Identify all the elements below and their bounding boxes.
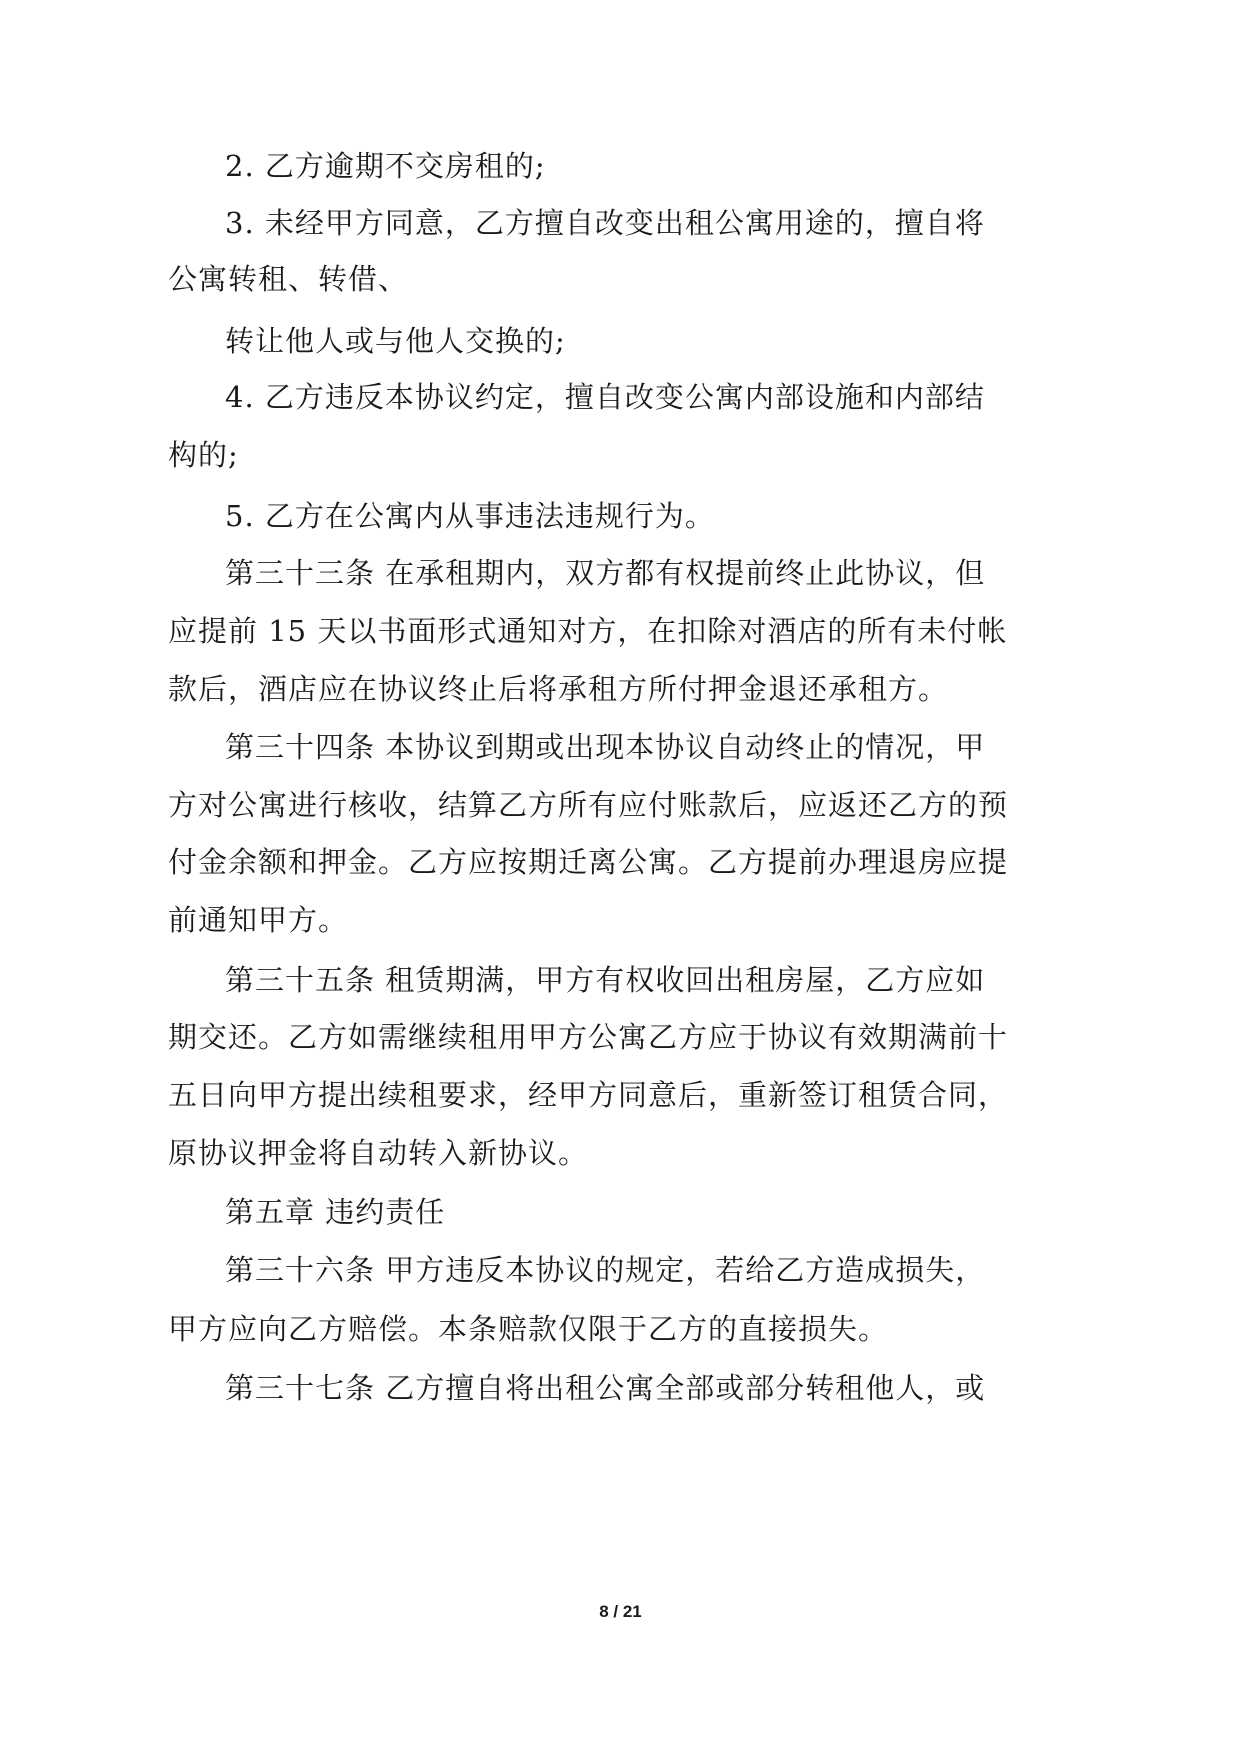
text-line-9: 应提前 15 天以书面形式通知对方，在扣除对酒店的所有未付帐 [168, 614, 1008, 648]
text-line-3: 公寓转租、转借、 [168, 262, 409, 296]
text-line-16: 期交还。乙方如需继续租用甲方公寓乙方应于协议有效期满前十 [168, 1020, 1009, 1054]
text-line-17: 五日向甲方提出续租要求，经甲方同意后，重新签订租赁合同， [168, 1078, 1009, 1112]
page-number: 8 / 21 [599, 1602, 642, 1621]
text-line-15: 第三十五条 租赁期满，甲方有权收回出租房屋，乙方应如 [225, 963, 986, 997]
text-line-13: 付金余额和押金。乙方应按期迁离公寓。乙方提前办理退房应提 [168, 845, 1009, 879]
text-line-10: 款后，酒店应在协议终止后将承租方所付押金退还承租方。 [168, 672, 949, 706]
text-line-7: 5. 乙方在公寓内从事违法违规行为。 [225, 499, 715, 533]
text-line-11: 第三十四条 本协议到期或出现本协议自动终止的情况，甲 [225, 730, 986, 764]
text-line-12: 方对公寓进行核收，结算乙方所有应付账款后，应返还乙方的预 [168, 788, 1009, 822]
text-line-18: 原协议押金将自动转入新协议。 [168, 1136, 589, 1170]
text-line-1: 2. 乙方逾期不交房租的; [225, 149, 546, 183]
text-line-21: 甲方应向乙方赔偿。本条赔款仅限于乙方的直接损失。 [168, 1312, 889, 1346]
text-line-14: 前通知甲方。 [168, 903, 349, 937]
text-line-8: 第三十三条 在承租期内，双方都有权提前终止此协议，但 [225, 556, 986, 590]
chapter-heading: 第五章 违约责任 [225, 1195, 446, 1229]
text-line-5: 4. 乙方违反本协议约定，擅自改变公寓内部设施和内部结 [225, 380, 985, 414]
text-line-22: 第三十七条 乙方擅自将出租公寓全部或部分转租他人，或 [225, 1371, 986, 1405]
text-line-20: 第三十六条 甲方违反本协议的规定，若给乙方造成损失， [225, 1253, 986, 1287]
text-line-2: 3. 未经甲方同意，乙方擅自改变出租公寓用途的，擅自将 [225, 206, 985, 240]
text-line-4: 转让他人或与他人交换的; [225, 324, 566, 358]
text-line-6: 构的; [168, 438, 239, 472]
